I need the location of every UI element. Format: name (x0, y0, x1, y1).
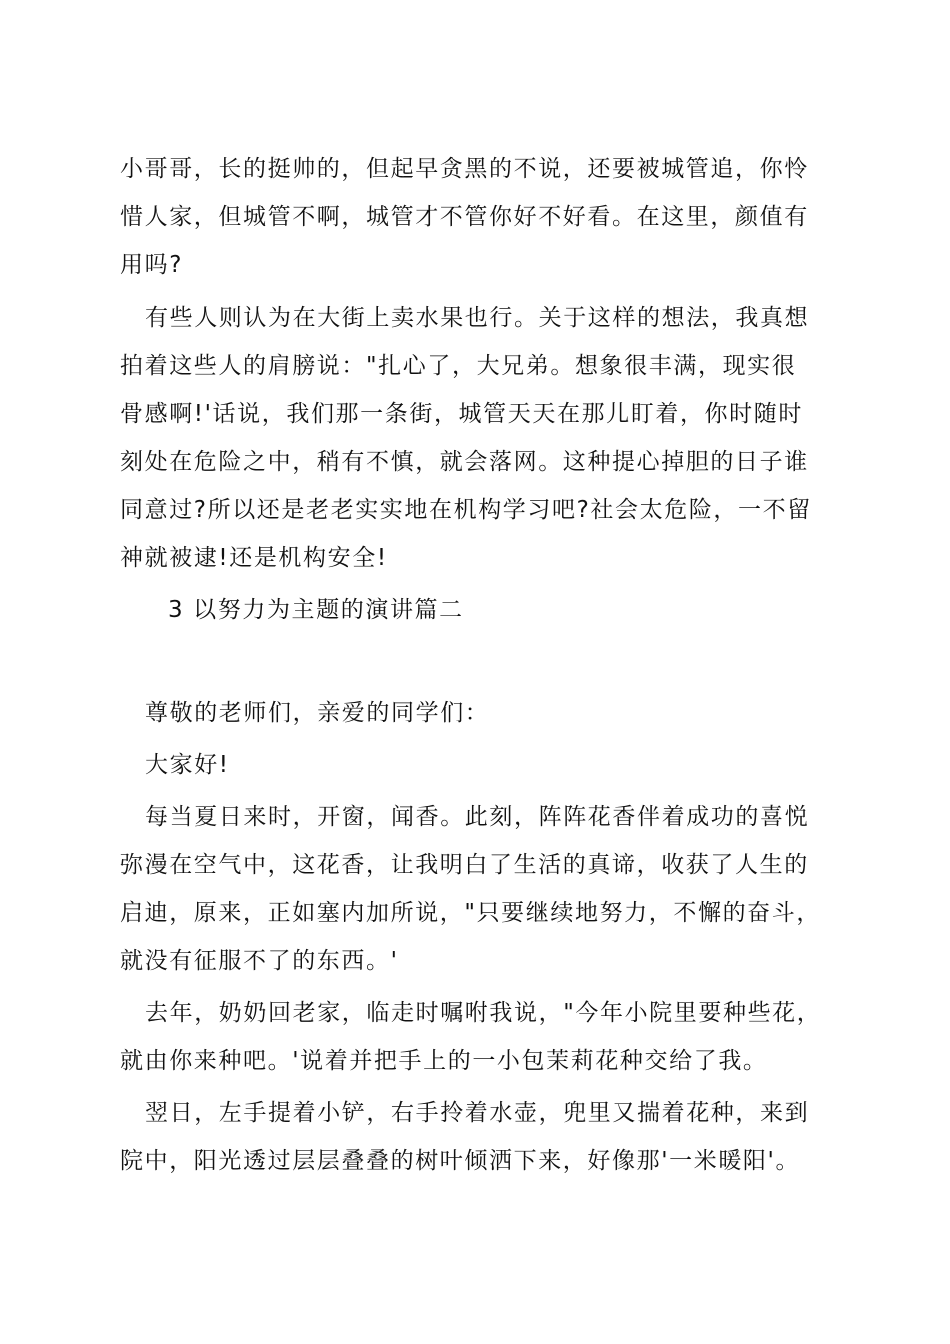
paragraph-5-line-1: 翌日，左手提着小铲，右手拎着水壶，兜里又揣着花种，来到 (145, 1100, 810, 1126)
paragraph-1-line-3: 用吗? (120, 252, 184, 278)
paragraph-2-line-1: 有些人则认为在大街上卖水果也行。关于这样的想法，我真想 (145, 305, 810, 331)
paragraph-2-line-4: 刻处在危险之中，稍有不慎，就会落网。这种提心掉胆的日子谁 (120, 449, 809, 475)
paragraph-3-line-3: 启迪，原来，正如塞内加所说，"只要继续地努力，不懈的奋斗， (120, 900, 821, 926)
paragraph-5-line-2: 院中，阳光透过层层叠叠的树叶倾洒下来，好像那'一米暖阳'。 (120, 1148, 801, 1174)
paragraph-3-line-1: 每当夏日来时，开窗，闻香。此刻，阵阵花香伴着成功的喜悦 (145, 804, 810, 830)
paragraph-1-line-1: 小哥哥，长的挺帅的，但起早贪黑的不说，还要被城管追，你怜 (120, 156, 809, 182)
greeting: 大家好! (145, 752, 230, 778)
paragraph-2-line-6: 神就被逮!还是机构安全! (120, 545, 388, 571)
paragraph-1-line-2: 惜人家，但城管不啊，城管才不管你好不好看。在这里，颜值有 (120, 204, 809, 230)
paragraph-2-line-3: 骨感啊!'话说，我们那一条街，城管天天在那儿盯着，你时随时 (120, 401, 803, 427)
paragraph-4-line-2: 就由你来种吧。'说着并把手上的一小包茉莉花种交给了我。 (120, 1048, 768, 1074)
paragraph-3-line-4: 就没有征服不了的东西。' (120, 948, 399, 974)
paragraph-3-line-2: 弥漫在空气中，这花香，让我明白了生活的真谛，收获了人生的 (120, 852, 809, 878)
paragraph-4-line-1: 去年，奶奶回老家，临走时嘱咐我说，"今年小院里要种些花， (145, 1000, 822, 1026)
paragraph-2-line-2: 拍着这些人的肩膀说："扎心了，大兄弟。想象很丰满，现实很 (120, 353, 797, 379)
salutation: 尊敬的老师们，亲爱的同学们： (145, 700, 490, 726)
section-heading: 3 以努力为主题的演讲篇二 (168, 597, 464, 623)
paragraph-2-line-5: 同意过?所以还是老老实实地在机构学习吧?社会太危险，一不留 (120, 497, 812, 523)
